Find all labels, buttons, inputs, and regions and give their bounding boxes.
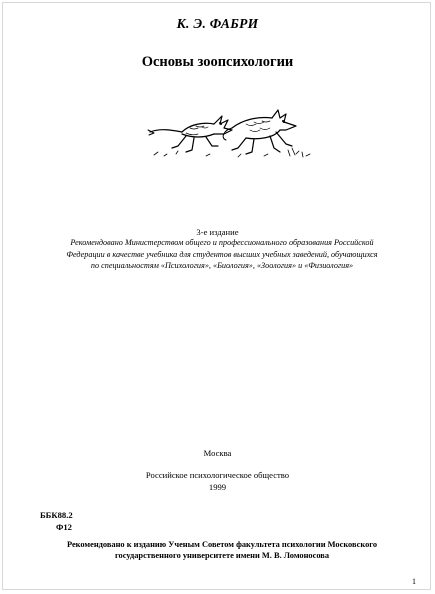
academic-council-approval: Рекомендовано к изданию Ученым Советом факультета психологии Московского государственного университете имени М. В. Ломоносова [66, 540, 378, 560]
page-number: 1 [412, 577, 416, 586]
publisher-name: Российское психологическое общество [145, 470, 290, 480]
ministry-recommendation: Рекомендовано Министерством общего и профессионального образования Российской Федерации в качестве учебника для студентов высших учебных заведений, обучающихся по специальностям «Психология», «Биология», «Зоология» и «Физиология» [66, 238, 378, 271]
page-frame [2, 2, 431, 590]
publication-city: Москва [203, 448, 232, 458]
author-index-code: Ф12 [56, 522, 72, 532]
author-name: К. Э. ФАБРИ [176, 16, 259, 31]
book-title: Основы зоопсихологии [141, 54, 294, 70]
fox-and-wolf-drawing-icon [146, 108, 314, 160]
publication-year: 1999 [208, 482, 227, 492]
bbk-code: ББК88.2 [40, 510, 73, 520]
edition-label: 3-е издание [196, 227, 239, 237]
